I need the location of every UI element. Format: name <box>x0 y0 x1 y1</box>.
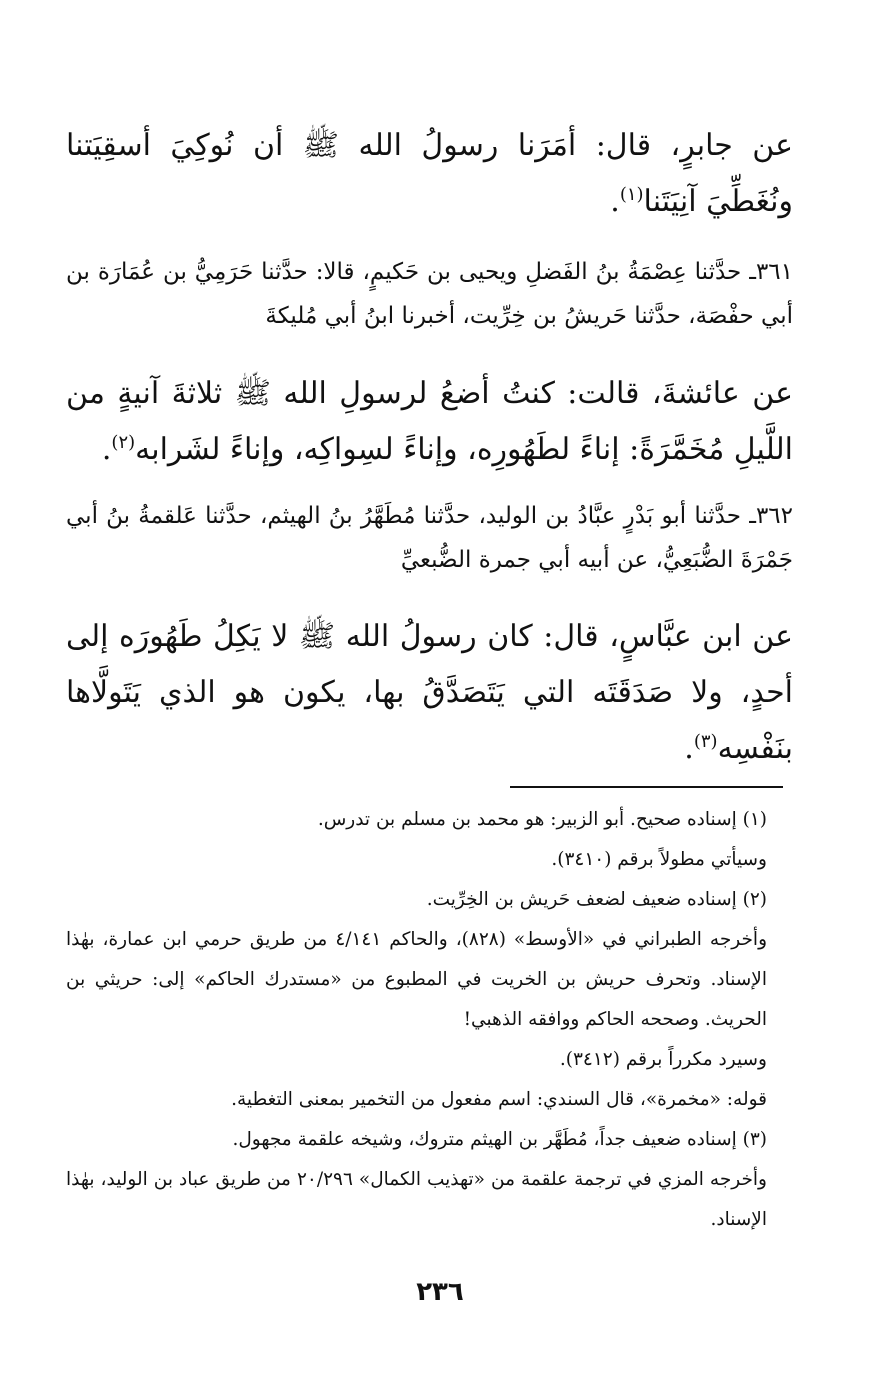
hadith-matn-1 <box>66 118 793 230</box>
matn-end: . <box>101 432 112 467</box>
isnad-text: ٣٦١ـ حدَّثنا عِصْمَةُ بنُ الفَضلِ ويحيى بن حَكيمٍ، قالا: حدَّثنا حَرَمِيُّ بن عُمَارَة بن أبي حفْصَة، حدَّثنا حَريشُ بن خِرِّيت، أخبرنا ابنُ أبي مُليكةَ <box>66 259 793 329</box>
footnote-line: (١) إسناده صحيح. أبو الزبير: هو محمد بن مسلم بن تدرس. <box>317 809 767 830</box>
footnote-line: وأخرجه الطبراني في «الأوسط» (٨٢٨)، والحاكم ٤/١٤١ من طريق حرمي ابن عمارة، بهٰذا الإسناد. وتحرف حريش بن الخريت في المطبوع من «مستدرك الحاكم» إلى: حريثي بن الحريث. وصححه الحاكم ووافقه الذهبي! <box>66 929 768 1030</box>
matn-text: عن عائشةَ، قالت: كنتُ أضعُ لرسولِ الله ﷺ ثلاثةَ آنيةٍ من اللَّيلِ مُخَمَّرَةً: إناءً لطَهُورِه، وإناءً لسِواكِه، وإناءً لشَرابه <box>66 376 793 467</box>
page-number: ٢٣٦ <box>416 1277 464 1307</box>
footnote-separator <box>510 786 783 788</box>
footnotes <box>66 800 793 1240</box>
hadith-matn-2 <box>66 366 793 478</box>
footnote-ref-2: (٢) <box>111 432 136 453</box>
footnote-line: قوله: «مخمرة»، قال السندي: اسم مفعول من التخمير بمعنى التغطية. <box>231 1089 767 1110</box>
footnote-line: وسيرد مكرراً برقم (٣٤١٢). <box>559 1049 767 1070</box>
hadith-matn-3 <box>66 609 793 777</box>
isnad-362 <box>66 494 793 582</box>
footnote-line: وأخرجه المزي في ترجمة علقمة من «تهذيب الكمال» ٢٠/٢٩٦ من طريق عباد بن الوليد، بهٰذا الإسناد. <box>66 1169 767 1230</box>
footnote-line: (٣) إسناده ضعيف جداً، مُطَهَّر بن الهيثم متروك، وشيخه علقمة مجهول. <box>232 1129 767 1150</box>
footnote-line: (٢) إسناده ضعيف لضعف حَريش بن الخِرِّيت. <box>426 889 767 910</box>
isnad-361 <box>66 250 793 338</box>
matn-text: عن ابن عبَّاسٍ، قال: كان رسولُ الله ﷺ لا يَكِلُ طَهُورَه إلى أحدٍ، ولا صَدَقَتَه التي يَتَصَدَّقُ بها، يكون هو الذي يَتَولَّاها بنَفْسِه <box>66 619 793 766</box>
footnote-ref-3: (٣) <box>693 731 718 752</box>
footnote-line: وسيأتي مطولاً برقم (٣٤١٠). <box>551 849 767 870</box>
footnote-ref-1: (١) <box>619 184 644 205</box>
isnad-text: ٣٦٢ـ حدَّثنا أبو بَدْرٍ عبَّادُ بن الوليد، حدَّثنا مُطَهَّرُ بنُ الهيثم، حدَّثنا عَلقمةُ بنُ أبي جَمْرَةَ الضُّبَعِيُّ، عن أبيه أبي جمرة الضُّبعيِّ <box>66 503 793 573</box>
matn-text: عن جابرٍ، قال: أمَرَنا رسولُ الله ﷺ أن نُوكِيَ أسقِيَتنا ونُغَطِّيَ آنِيَتَنا <box>66 128 793 219</box>
matn-end: . <box>610 184 620 219</box>
matn-end: . <box>684 731 694 766</box>
